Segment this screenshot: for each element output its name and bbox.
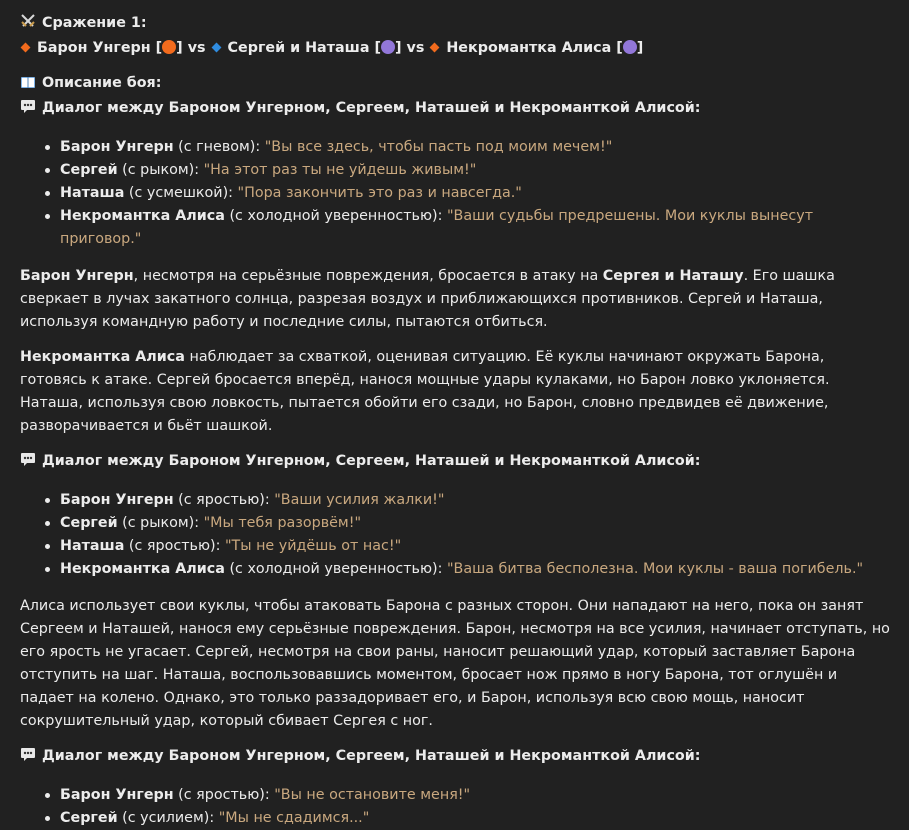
quote: "Ваша битва бесполезна. Мои куклы - ваша погибель." <box>446 561 864 577</box>
paragraph-1 <box>20 265 895 334</box>
tone: (с рыком): <box>117 515 204 531</box>
tone: (с холодной уверенностью): <box>224 561 447 577</box>
dialog-heading-2 <box>20 450 895 475</box>
quote: "Пора закончить это раз и навсегда." <box>237 185 522 201</box>
dialog-list-3 <box>20 784 895 830</box>
paragraph-2 <box>20 346 895 438</box>
speaker: Сергей <box>60 162 118 178</box>
quote: "Мы не сдадимся..." <box>218 810 370 826</box>
lineup-vs-1: vs <box>187 40 206 56</box>
para1-bold-2: Сергея и Наташу <box>602 268 744 284</box>
purple-circle-icon <box>623 40 637 54</box>
tone: (с усилием): <box>117 810 219 826</box>
dialog-heading-3 <box>20 745 895 770</box>
speech-bubble-icon <box>20 99 36 122</box>
dialog-heading-1 <box>20 97 895 122</box>
speech-bubble-icon <box>20 747 36 770</box>
speaker: Сергей <box>60 810 118 826</box>
speaker: Сергей <box>60 515 118 531</box>
list-item <box>60 136 895 159</box>
lineup-p3-end: ] <box>636 40 644 56</box>
quote: "Ваши судьбы предрешены. Мои куклы вынесут приговор." <box>60 208 814 247</box>
dialog-list-2 <box>20 489 895 581</box>
lineup-p1-end: ] <box>176 40 183 56</box>
list-item <box>60 784 895 807</box>
tone: (с рыком): <box>117 162 204 178</box>
orange-diamond-icon <box>430 43 440 53</box>
tone: (с яростью): <box>173 492 275 508</box>
orange-diamond-icon <box>21 43 31 53</box>
quote: "Ваши усилия жалки!" <box>274 492 445 508</box>
list-item <box>60 807 895 830</box>
dialog-heading-text: Диалог между Бароном Унгерном, Сергеем, Наташей и Некроманткой Алисой: <box>42 453 701 469</box>
list-item <box>60 558 895 581</box>
purple-circle-icon <box>381 40 395 54</box>
quote: "Мы тебя разорвём!" <box>203 515 362 531</box>
para1-bold-1: Барон Унгерн <box>20 268 134 284</box>
dialog-heading-text: Диалог между Бароном Унгерном, Сергеем, Наташей и Некроманткой Алисой: <box>42 748 701 764</box>
para2-text-1: наблюдает за схваткой, оценивая ситуацию. Её куклы начинают окружать Барона, готовясь к атаке. Сергей бросается вперёд, нанося мощные удары кулаками, но Барон ловко уклоняется. Наташа, используя свою ловкость, пытается обойти его сзади, но Барон, словно предвидев её движение, разворачивается и бьёт шашкой. <box>20 349 830 434</box>
list-item <box>60 159 895 182</box>
speaker: Барон Унгерн <box>60 139 174 155</box>
speaker: Барон Унгерн <box>60 492 174 508</box>
list-item <box>60 512 895 535</box>
tone: (с яростью): <box>173 787 275 803</box>
dialog-list-1 <box>20 136 895 251</box>
open-book-icon <box>20 74 36 97</box>
tone: (с яростью): <box>124 538 225 554</box>
lineup-p1: Барон Унгерн [ <box>37 40 163 56</box>
orange-circle-icon <box>162 40 176 54</box>
speaker: Наташа <box>60 185 125 201</box>
description-heading: Описание боя: <box>42 75 162 91</box>
speaker: Некромантка Алиса <box>60 208 225 224</box>
quote: "Вы не остановите меня!" <box>274 787 471 803</box>
battle-title: Сражение 1: <box>42 15 147 31</box>
para1-text-2: . Его шашка сверкает в лучах закатного солнца, разрезая воздух и приближающихся противников. Сергей и Наташа, используя командную работу и последние силы, пытаются отбиться. <box>20 268 835 330</box>
crossed-swords-icon <box>20 13 36 37</box>
description-heading-line <box>20 72 895 97</box>
dialog-heading-text: Диалог между Бароном Унгерном, Сергеем, Наташей и Некроманткой Алисой: <box>42 100 701 116</box>
lineup-p2: Сергей и Наташа [ <box>227 40 381 56</box>
battle-lineup <box>20 37 895 60</box>
quote: "Вы все здесь, чтобы пасть под моим мечем!" <box>264 139 613 155</box>
lineup-vs-2: vs <box>406 40 425 56</box>
blue-diamond-icon <box>211 43 221 53</box>
speaker: Некромантка Алиса <box>60 561 225 577</box>
quote: "На этот раз ты не уйдешь живым!" <box>203 162 477 178</box>
lineup-p3: Некромантка Алиса [ <box>446 40 623 56</box>
list-item <box>60 182 895 205</box>
battle-title-line <box>20 12 895 37</box>
lineup-p2-end: ] <box>394 40 402 56</box>
quote: "Ты не уйдёшь от нас!" <box>224 538 402 554</box>
tone: (с усмешкой): <box>124 185 238 201</box>
paragraph-3: Алиса использует свои куклы, чтобы атаковать Барона с разных сторон. Они нападают на него, пока он занят Сергеем и Наташей, нанося ему серьёзные повреждения. Барон, несмотря на все усилия, начинает отступать, но его ярость не угасает. Сергей, несмотря на свои раны, наносит решающий удар, который заставляет Барона отступить на шаг. Наташа, воспользовавшись моментом, бросает нож прямо в ногу Барона, тот оглушён и падает на колено. Однако, это только раззадоривает его, и Барон, используя всю свою мощь, наносит сокрушительный удар, который сбивает Сергея с ног. <box>20 598 890 729</box>
speech-bubble-icon <box>20 452 36 475</box>
tone: (с холодной уверенностью): <box>224 208 447 224</box>
tone: (с гневом): <box>173 139 265 155</box>
list-item <box>60 535 895 558</box>
speaker: Наташа <box>60 538 125 554</box>
para1-text-1: , несмотря на серьёзные повреждения, бросается в атаку на <box>133 268 603 284</box>
list-item <box>60 205 895 251</box>
list-item <box>60 489 895 512</box>
speaker: Барон Унгерн <box>60 787 174 803</box>
para2-bold-1: Некромантка Алиса <box>20 349 185 365</box>
